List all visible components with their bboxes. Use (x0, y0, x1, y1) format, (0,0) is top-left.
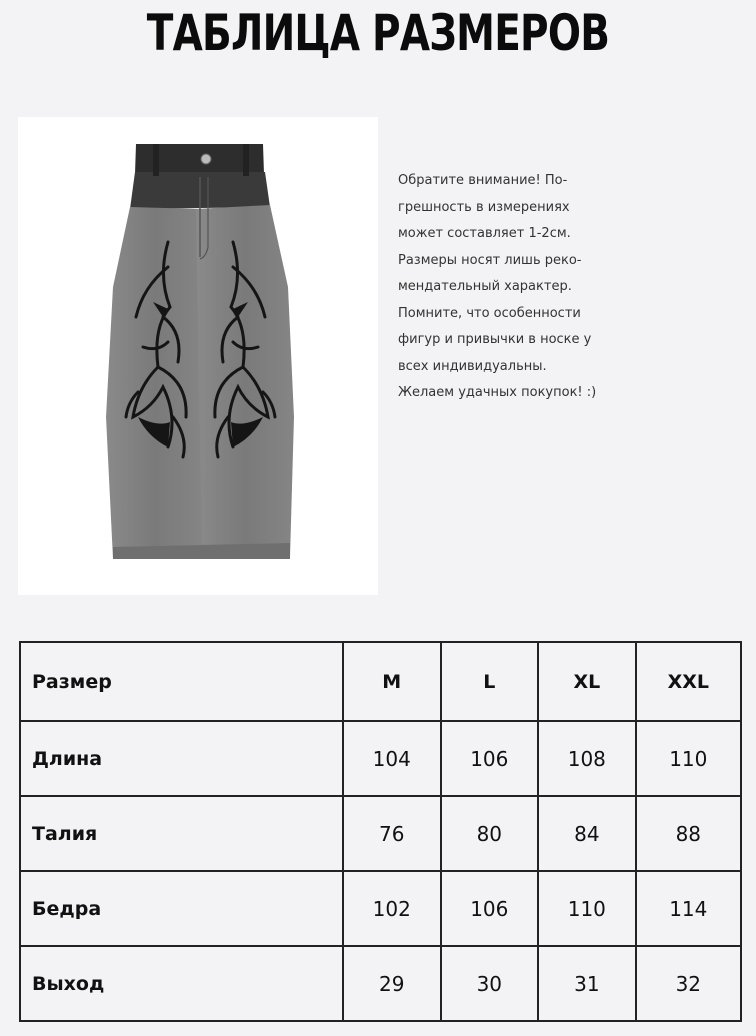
table-header-row (20, 642, 741, 721)
table-cell: 32 (636, 946, 741, 1021)
table-cell: 110 (538, 871, 636, 946)
table-cell: 76 (343, 796, 441, 871)
row-label: Выход (20, 946, 343, 1021)
header-cell: XL (538, 642, 636, 721)
table-cell: 102 (343, 871, 441, 946)
note-line: Помните, что особенности (398, 305, 581, 321)
table-row (20, 871, 741, 946)
table-cell: 29 (343, 946, 441, 1021)
table-row (20, 721, 741, 796)
table-row (20, 946, 741, 1021)
table-cell: 106 (441, 721, 539, 796)
page-title: ТАБЛИЦА РАЗМЕРОВ (146, 4, 610, 62)
note-line: всех индивидуальны. (398, 358, 547, 374)
note-line: грешность в измерениях (398, 199, 570, 215)
row-label: Бедра (20, 871, 343, 946)
table-cell: 110 (636, 721, 741, 796)
header-cell: Размер (20, 642, 343, 721)
table-cell: 88 (636, 796, 741, 871)
size-table (19, 641, 742, 1022)
header-cell: L (441, 642, 539, 721)
product-photo (18, 117, 378, 595)
table-cell: 84 (538, 796, 636, 871)
note-line: фигур и привычки в носке у (398, 332, 592, 347)
note-line: мендательный характер. (398, 279, 572, 294)
row-label: Талия (20, 796, 343, 871)
table-row (20, 796, 741, 871)
row-label: Длина (20, 721, 343, 796)
jeans-illustration (18, 117, 378, 595)
note-line: Обратите внимание! По- (398, 173, 568, 188)
header-cell: XXL (636, 642, 741, 721)
table-cell: 30 (441, 946, 539, 1021)
table-cell: 31 (538, 946, 636, 1021)
header-cell: M (343, 642, 441, 721)
table-cell: 108 (538, 721, 636, 796)
note-line: Размеры носят лишь реко- (398, 252, 582, 268)
size-note (398, 168, 658, 407)
table-cell: 104 (343, 721, 441, 796)
note-line: Желаем удачных покупок! :) (398, 385, 597, 400)
table-cell: 106 (441, 871, 539, 946)
note-line: может составляет 1-2см. (398, 226, 571, 241)
table-cell: 114 (636, 871, 741, 946)
table-cell: 80 (441, 796, 539, 871)
